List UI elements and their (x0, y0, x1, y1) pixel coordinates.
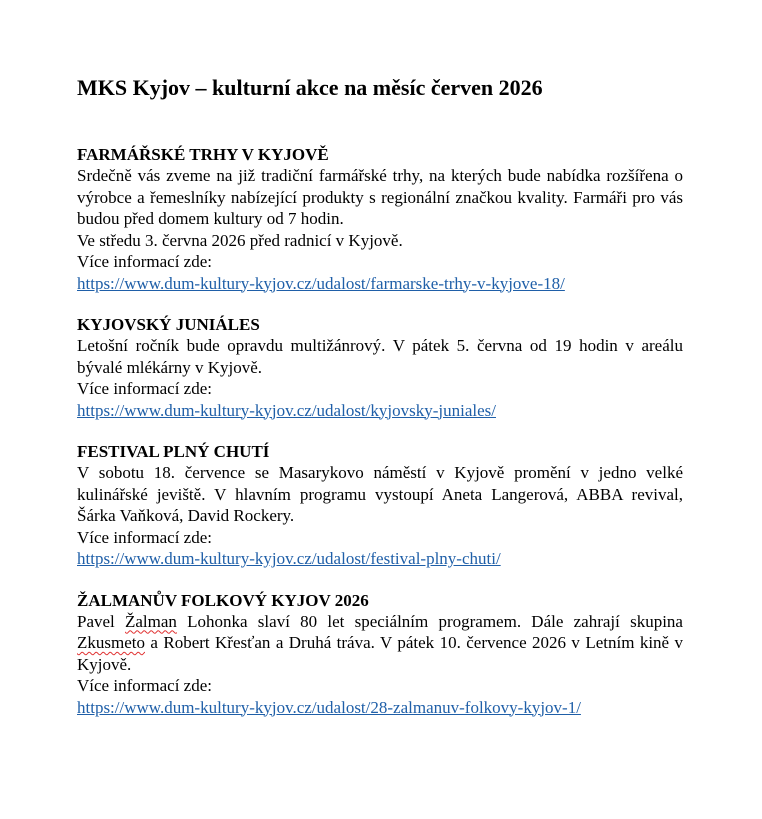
event-description: Srdečně vás zveme na již tradiční farmářské trhy, na kterých bude nabídka rozšířena o výrobce a řemeslníky nabízející produkty s regionální značkou kvality. Farmáři pro vás budou před domem kultury od 7 hodin. (77, 166, 683, 228)
document-page (77, 74, 683, 738)
description-text: a Robert Křesťan a Druhá tráva. V pátek 10. července 2026 v Letním kině v Kyjově. (77, 633, 683, 674)
more-info-label: Více informací zde: (77, 379, 212, 398)
event-zalmanuv-folkovy-kyjov (77, 590, 683, 719)
event-heading: FARMÁŘSKÉ TRHY V KYJOVĚ (77, 145, 329, 164)
event-description: V sobotu 18. července se Masarykovo náměstí v Kyjově promění v jedno velké kulinářské jeviště. V hlavním programu vystoupí Aneta Langerová, ABBA revival, Šárka Vaňková, David Rockery. (77, 463, 683, 525)
description-text: Lohonka slaví 80 let speciálním programem. Dále zahrají skupina (176, 611, 683, 631)
spellcheck-word[interactable]: Zkusmeto (77, 633, 145, 652)
page-title: MKS Kyjov – kulturní akce na měsíc červen 2026 (77, 75, 543, 100)
event-farmers-market (77, 144, 683, 294)
description-text: Pavel (77, 611, 125, 631)
more-info-label: Více informací zde: (77, 252, 212, 271)
event-heading: KYJOVSKÝ JUNIÁLES (77, 315, 260, 334)
event-link[interactable]: https://www.dum-kultury-kyjov.cz/udalost/festival-plny-chuti/ (77, 549, 501, 568)
more-info-label: Více informací zde: (77, 676, 212, 695)
event-description (77, 611, 683, 676)
event-description: Letošní ročník bude opravdu multižánrový. V pátek 5. června od 19 hodin v areálu bývalé mlékárny v Kyjově. (77, 336, 683, 377)
event-link[interactable]: https://www.dum-kultury-kyjov.cz/udalost/28-zalmanuv-folkovy-kyjov-1/ (77, 697, 581, 717)
event-festival-plny-chuti (77, 441, 683, 570)
event-link[interactable]: https://www.dum-kultury-kyjov.cz/udalost/kyjovsky-juniales/ (77, 400, 496, 420)
event-heading: FESTIVAL PLNÝ CHUTÍ (77, 442, 270, 461)
event-link[interactable]: https://www.dum-kultury-kyjov.cz/udalost/farmarske-trhy-v-kyjove-18/ (77, 273, 565, 293)
spellcheck-word[interactable]: Žalman (125, 611, 177, 631)
event-heading: ŽALMANŮV FOLKOVÝ KYJOV 2026 (77, 590, 369, 610)
more-info-label: Více informací zde: (77, 527, 212, 547)
event-date-line: Ve středu 3. června 2026 před radnicí v Kyjově. (77, 230, 403, 250)
event-juniales (77, 314, 683, 421)
